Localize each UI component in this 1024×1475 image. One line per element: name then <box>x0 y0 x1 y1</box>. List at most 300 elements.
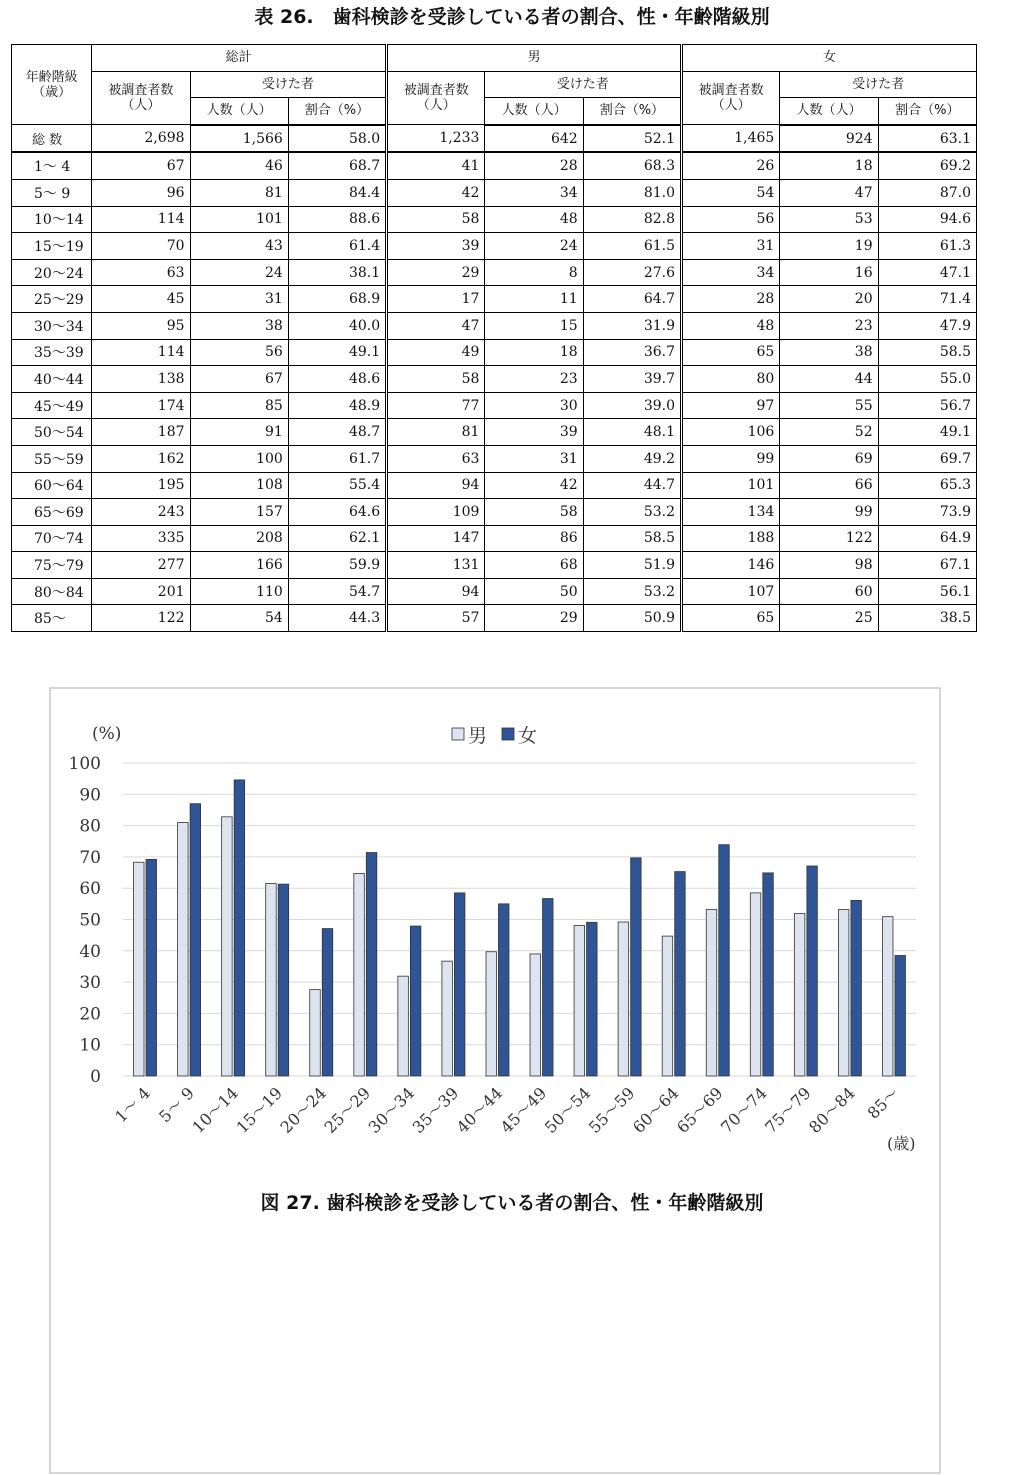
value-cell: 55.4 <box>288 472 386 499</box>
table-row <box>12 445 977 472</box>
age-cell: 5～ 9 <box>12 179 92 206</box>
value-cell: 77 <box>387 392 485 419</box>
bar-male <box>662 936 673 1076</box>
value-cell: 34 <box>485 179 583 206</box>
y-axis-label: (%) <box>92 724 122 744</box>
group-male-header: 男 <box>387 45 682 72</box>
value-cell: 58.5 <box>878 339 976 366</box>
bar-female <box>719 845 730 1076</box>
age-cell: 10～14 <box>12 206 92 233</box>
value-cell: 642 <box>485 125 583 153</box>
ratio-header: 割合（%） <box>583 98 681 125</box>
value-cell: 166 <box>190 552 288 579</box>
x-tick-label: 30～34 <box>364 1083 419 1137</box>
received-header: 受けた者 <box>780 71 977 98</box>
bar-female <box>763 873 774 1076</box>
value-cell: 101 <box>190 206 288 233</box>
value-cell: 38 <box>190 312 288 339</box>
value-cell: 58.0 <box>288 125 386 153</box>
age-cell: 80～84 <box>12 578 92 605</box>
value-cell: 63 <box>387 445 485 472</box>
x-tick-label: 1～ 4 <box>111 1083 154 1127</box>
value-cell: 82.8 <box>583 206 681 233</box>
bar-female <box>146 859 157 1076</box>
value-cell: 52 <box>780 419 878 446</box>
value-cell: 208 <box>190 525 288 552</box>
bar-male <box>486 952 497 1076</box>
value-cell: 64.9 <box>878 525 976 552</box>
value-cell: 54.7 <box>288 578 386 605</box>
value-cell: 47 <box>780 179 878 206</box>
value-cell: 59.9 <box>288 552 386 579</box>
x-tick-label: 10～14 <box>188 1083 242 1137</box>
value-cell: 41 <box>387 152 485 179</box>
table-row <box>12 259 977 286</box>
legend-label: 女 <box>518 725 538 747</box>
age-class-header: 年齢階級 （歳） <box>12 45 92 125</box>
table-row <box>12 206 977 233</box>
age-cell: 70～74 <box>12 525 92 552</box>
value-cell: 99 <box>682 445 780 472</box>
age-cell: 60～64 <box>12 472 92 499</box>
value-cell: 29 <box>387 259 485 286</box>
value-cell: 53 <box>780 206 878 233</box>
bar-female <box>234 780 245 1076</box>
value-cell: 24 <box>485 233 583 260</box>
value-cell: 98 <box>780 552 878 579</box>
value-cell: 39 <box>387 233 485 260</box>
value-cell: 55.0 <box>878 366 976 393</box>
value-cell: 19 <box>780 233 878 260</box>
value-cell: 61.3 <box>878 233 976 260</box>
value-cell: 25 <box>780 605 878 632</box>
y-tick-label: 10 <box>79 1035 101 1056</box>
value-cell: 107 <box>682 578 780 605</box>
value-cell: 146 <box>682 552 780 579</box>
value-cell: 69.7 <box>878 445 976 472</box>
value-cell: 61.4 <box>288 233 386 260</box>
bar-female <box>454 893 465 1076</box>
y-tick-label: 80 <box>79 816 101 837</box>
table-row-total <box>12 125 977 153</box>
count-header: 人数（人） <box>780 98 878 125</box>
value-cell: 42 <box>387 179 485 206</box>
x-tick-label: 85～ <box>863 1083 903 1123</box>
value-cell: 16 <box>780 259 878 286</box>
value-cell: 201 <box>92 578 190 605</box>
value-cell: 65 <box>682 339 780 366</box>
value-cell: 66 <box>780 472 878 499</box>
value-cell: 162 <box>92 445 190 472</box>
table-row <box>12 233 977 260</box>
x-tick-label: 5～ 9 <box>155 1083 198 1127</box>
value-cell: 65.3 <box>878 472 976 499</box>
chart-border <box>50 688 940 1473</box>
value-cell: 24 <box>190 259 288 286</box>
value-cell: 30 <box>485 392 583 419</box>
value-cell: 94 <box>387 578 485 605</box>
y-tick-label: 0 <box>90 1067 101 1087</box>
table-row <box>12 366 977 393</box>
value-cell: 31.9 <box>583 312 681 339</box>
x-tick-label: 45～49 <box>496 1083 551 1137</box>
ratio-header: 割合（%） <box>288 98 386 125</box>
value-cell: 18 <box>485 339 583 366</box>
value-cell: 23 <box>780 312 878 339</box>
value-cell: 48 <box>682 312 780 339</box>
x-tick-label: 35～39 <box>408 1083 463 1137</box>
value-cell: 95 <box>92 312 190 339</box>
bar-male <box>398 976 409 1076</box>
value-cell: 81 <box>387 419 485 446</box>
value-cell: 54 <box>682 179 780 206</box>
legend-label: 男 <box>468 725 488 747</box>
surveyed-header: 被調査者数 （人） <box>92 71 190 125</box>
value-cell: 188 <box>682 525 780 552</box>
value-cell: 924 <box>780 125 878 153</box>
value-cell: 38.5 <box>878 605 976 632</box>
value-cell: 47.9 <box>878 312 976 339</box>
value-cell: 64.6 <box>288 499 386 526</box>
value-cell: 69.2 <box>878 152 976 179</box>
value-cell: 50 <box>485 578 583 605</box>
value-cell: 71.4 <box>878 286 976 313</box>
age-cell: 40～44 <box>12 366 92 393</box>
value-cell: 68.9 <box>288 286 386 313</box>
value-cell: 48.1 <box>583 419 681 446</box>
value-cell: 81.0 <box>583 179 681 206</box>
value-cell: 44 <box>780 366 878 393</box>
table-row <box>12 525 977 552</box>
age-cell: 35～39 <box>12 339 92 366</box>
age-cell: 85～ <box>12 605 92 632</box>
legend-swatch-male <box>452 728 464 740</box>
value-cell: 138 <box>92 366 190 393</box>
age-cell: 20～24 <box>12 259 92 286</box>
value-cell: 39.7 <box>583 366 681 393</box>
value-cell: 101 <box>682 472 780 499</box>
value-cell: 40.0 <box>288 312 386 339</box>
value-cell: 63.1 <box>878 125 976 153</box>
age-cell: 1～ 4 <box>12 152 92 179</box>
age-cell: 55～59 <box>12 445 92 472</box>
table-row <box>12 472 977 499</box>
value-cell: 15 <box>485 312 583 339</box>
value-cell: 62.1 <box>288 525 386 552</box>
x-tick-label: 15～19 <box>232 1083 287 1137</box>
received-header: 受けた者 <box>485 71 682 98</box>
ratio-header: 割合（%） <box>878 98 976 125</box>
x-axis-label: (歳) <box>887 1134 916 1153</box>
value-cell: 2,698 <box>92 125 190 153</box>
value-cell: 53.2 <box>583 578 681 605</box>
value-cell: 67 <box>190 366 288 393</box>
x-tick-label: 75～79 <box>761 1083 815 1137</box>
value-cell: 57 <box>387 605 485 632</box>
value-cell: 195 <box>92 472 190 499</box>
count-header: 人数（人） <box>485 98 583 125</box>
received-header: 受けた者 <box>190 71 387 98</box>
bar-male <box>222 817 233 1076</box>
value-cell: 56 <box>190 339 288 366</box>
value-cell: 51.9 <box>583 552 681 579</box>
value-cell: 56.7 <box>878 392 976 419</box>
value-cell: 114 <box>92 206 190 233</box>
value-cell: 43 <box>190 233 288 260</box>
value-cell: 91 <box>190 419 288 446</box>
x-tick-label: 55～59 <box>584 1083 639 1137</box>
value-cell: 94 <box>387 472 485 499</box>
y-tick-label: 20 <box>79 1004 101 1025</box>
value-cell: 61.5 <box>583 233 681 260</box>
y-tick-label: 50 <box>79 910 101 931</box>
bar-male <box>442 961 453 1076</box>
y-tick-label: 40 <box>79 941 101 962</box>
bar-male <box>706 909 717 1076</box>
value-cell: 106 <box>682 419 780 446</box>
bar-female <box>278 884 289 1076</box>
value-cell: 11 <box>485 286 583 313</box>
value-cell: 47.1 <box>878 259 976 286</box>
value-cell: 122 <box>92 605 190 632</box>
value-cell: 49.1 <box>288 339 386 366</box>
value-cell: 42 <box>485 472 583 499</box>
value-cell: 1,233 <box>387 125 485 153</box>
value-cell: 187 <box>92 419 190 446</box>
bar-female <box>322 929 333 1076</box>
bar-female <box>190 804 201 1076</box>
age-cell: 総 数 <box>12 125 92 153</box>
legend-swatch-female <box>502 728 514 740</box>
table-title: 表 26. 歯科検診を受診している者の割合、性・年齢階級別 <box>254 6 770 28</box>
value-cell: 81 <box>190 179 288 206</box>
value-cell: 49.2 <box>583 445 681 472</box>
value-cell: 99 <box>780 499 878 526</box>
value-cell: 277 <box>92 552 190 579</box>
value-cell: 87.0 <box>878 179 976 206</box>
value-cell: 69 <box>780 445 878 472</box>
age-cell: 50～54 <box>12 419 92 446</box>
table-row <box>12 499 977 526</box>
value-cell: 64.7 <box>583 286 681 313</box>
value-cell: 55 <box>780 392 878 419</box>
value-cell: 53.2 <box>583 499 681 526</box>
value-cell: 58.5 <box>583 525 681 552</box>
table-row <box>12 552 977 579</box>
x-tick-label: 40～44 <box>452 1083 507 1137</box>
value-cell: 54 <box>190 605 288 632</box>
value-cell: 50.9 <box>583 605 681 632</box>
bar-male <box>310 990 321 1076</box>
bar-male <box>794 914 805 1076</box>
value-cell: 28 <box>682 286 780 313</box>
value-cell: 39 <box>485 419 583 446</box>
value-cell: 94.6 <box>878 206 976 233</box>
value-cell: 27.6 <box>583 259 681 286</box>
table-row <box>12 392 977 419</box>
value-cell: 335 <box>92 525 190 552</box>
value-cell: 86 <box>485 525 583 552</box>
value-cell: 85 <box>190 392 288 419</box>
x-tick-label: 70～74 <box>717 1083 771 1137</box>
bar-male <box>838 909 849 1076</box>
x-tick-label: 60～64 <box>628 1083 683 1137</box>
y-tick-label: 30 <box>79 973 101 994</box>
bar-female <box>498 904 509 1076</box>
value-cell: 134 <box>682 499 780 526</box>
value-cell: 58 <box>387 206 485 233</box>
value-cell: 73.9 <box>878 499 976 526</box>
value-cell: 48.6 <box>288 366 386 393</box>
table-row <box>12 286 977 313</box>
x-tick-label: 65～69 <box>673 1083 727 1137</box>
value-cell: 157 <box>190 499 288 526</box>
value-cell: 243 <box>92 499 190 526</box>
value-cell: 28 <box>485 152 583 179</box>
group-female-header: 女 <box>682 45 977 72</box>
value-cell: 131 <box>387 552 485 579</box>
age-cell: 45～49 <box>12 392 92 419</box>
table-row <box>12 339 977 366</box>
value-cell: 29 <box>485 605 583 632</box>
value-cell: 23 <box>485 366 583 393</box>
table-row <box>12 605 977 632</box>
value-cell: 1,566 <box>190 125 288 153</box>
value-cell: 114 <box>92 339 190 366</box>
stats-table <box>11 44 977 632</box>
count-header: 人数（人） <box>190 98 288 125</box>
value-cell: 174 <box>92 392 190 419</box>
value-cell: 56.1 <box>878 578 976 605</box>
bar-female <box>675 872 686 1076</box>
value-cell: 65 <box>682 605 780 632</box>
value-cell: 8 <box>485 259 583 286</box>
value-cell: 70 <box>92 233 190 260</box>
value-cell: 31 <box>485 445 583 472</box>
bar-female <box>895 955 906 1076</box>
table-row <box>12 419 977 446</box>
value-cell: 17 <box>387 286 485 313</box>
value-cell: 26 <box>682 152 780 179</box>
value-cell: 1,465 <box>682 125 780 153</box>
value-cell: 48.9 <box>288 392 386 419</box>
value-cell: 58 <box>485 499 583 526</box>
value-cell: 68.3 <box>583 152 681 179</box>
value-cell: 34 <box>682 259 780 286</box>
value-cell: 36.7 <box>583 339 681 366</box>
x-tick-label: 80～84 <box>805 1083 859 1137</box>
bar-male <box>750 893 761 1076</box>
value-cell: 47 <box>387 312 485 339</box>
value-cell: 97 <box>682 392 780 419</box>
value-cell: 60 <box>780 578 878 605</box>
bar-female <box>410 926 421 1076</box>
chart-title: 図 27. 歯科検診を受診している者の割合、性・年齢階級別 <box>260 1192 764 1214</box>
age-cell: 15～19 <box>12 233 92 260</box>
bar-female <box>543 899 554 1076</box>
value-cell: 68 <box>485 552 583 579</box>
value-cell: 67 <box>92 152 190 179</box>
bar-male <box>354 873 365 1076</box>
bar-chart <box>49 687 941 1475</box>
x-tick-label: 20～24 <box>276 1083 331 1137</box>
x-tick-label: 25～29 <box>320 1083 375 1137</box>
value-cell: 20 <box>780 286 878 313</box>
value-cell: 48.7 <box>288 419 386 446</box>
value-cell: 18 <box>780 152 878 179</box>
value-cell: 44.3 <box>288 605 386 632</box>
value-cell: 58 <box>387 366 485 393</box>
value-cell: 31 <box>190 286 288 313</box>
value-cell: 38 <box>780 339 878 366</box>
y-tick-label: 100 <box>68 754 101 774</box>
surveyed-header: 被調査者数 （人） <box>387 71 485 125</box>
bar-male <box>530 954 541 1076</box>
value-cell: 52.1 <box>583 125 681 153</box>
value-cell: 56 <box>682 206 780 233</box>
value-cell: 45 <box>92 286 190 313</box>
bar-male <box>882 917 893 1076</box>
value-cell: 96 <box>92 179 190 206</box>
value-cell: 122 <box>780 525 878 552</box>
age-cell: 30～34 <box>12 312 92 339</box>
value-cell: 49.1 <box>878 419 976 446</box>
x-tick-label: 50～54 <box>540 1083 595 1137</box>
value-cell: 108 <box>190 472 288 499</box>
value-cell: 80 <box>682 366 780 393</box>
value-cell: 110 <box>190 578 288 605</box>
age-cell: 25～29 <box>12 286 92 313</box>
value-cell: 49 <box>387 339 485 366</box>
bar-male <box>266 884 277 1076</box>
value-cell: 48 <box>485 206 583 233</box>
value-cell: 109 <box>387 499 485 526</box>
surveyed-header: 被調査者数 （人） <box>682 71 780 125</box>
age-cell: 75～79 <box>12 552 92 579</box>
value-cell: 147 <box>387 525 485 552</box>
value-cell: 63 <box>92 259 190 286</box>
bar-female <box>587 922 598 1076</box>
table-row <box>12 152 977 179</box>
value-cell: 88.6 <box>288 206 386 233</box>
table-row <box>12 312 977 339</box>
value-cell: 46 <box>190 152 288 179</box>
bar-female <box>631 858 642 1076</box>
bar-female <box>851 900 862 1076</box>
value-cell: 31 <box>682 233 780 260</box>
table-body <box>12 125 977 632</box>
age-cell: 65～69 <box>12 499 92 526</box>
bar-male <box>178 822 189 1076</box>
value-cell: 39.0 <box>583 392 681 419</box>
value-cell: 68.7 <box>288 152 386 179</box>
bar-male <box>618 922 629 1076</box>
y-tick-label: 60 <box>79 879 101 900</box>
y-tick-label: 70 <box>79 847 101 868</box>
bar-male <box>134 862 145 1076</box>
bar-female <box>366 853 377 1076</box>
value-cell: 100 <box>190 445 288 472</box>
table-row <box>12 179 977 206</box>
value-cell: 38.1 <box>288 259 386 286</box>
value-cell: 84.4 <box>288 179 386 206</box>
value-cell: 61.7 <box>288 445 386 472</box>
bar-female <box>807 866 818 1076</box>
y-tick-label: 90 <box>79 785 101 806</box>
table-row <box>12 578 977 605</box>
value-cell: 67.1 <box>878 552 976 579</box>
group-total-header: 総計 <box>92 45 387 72</box>
